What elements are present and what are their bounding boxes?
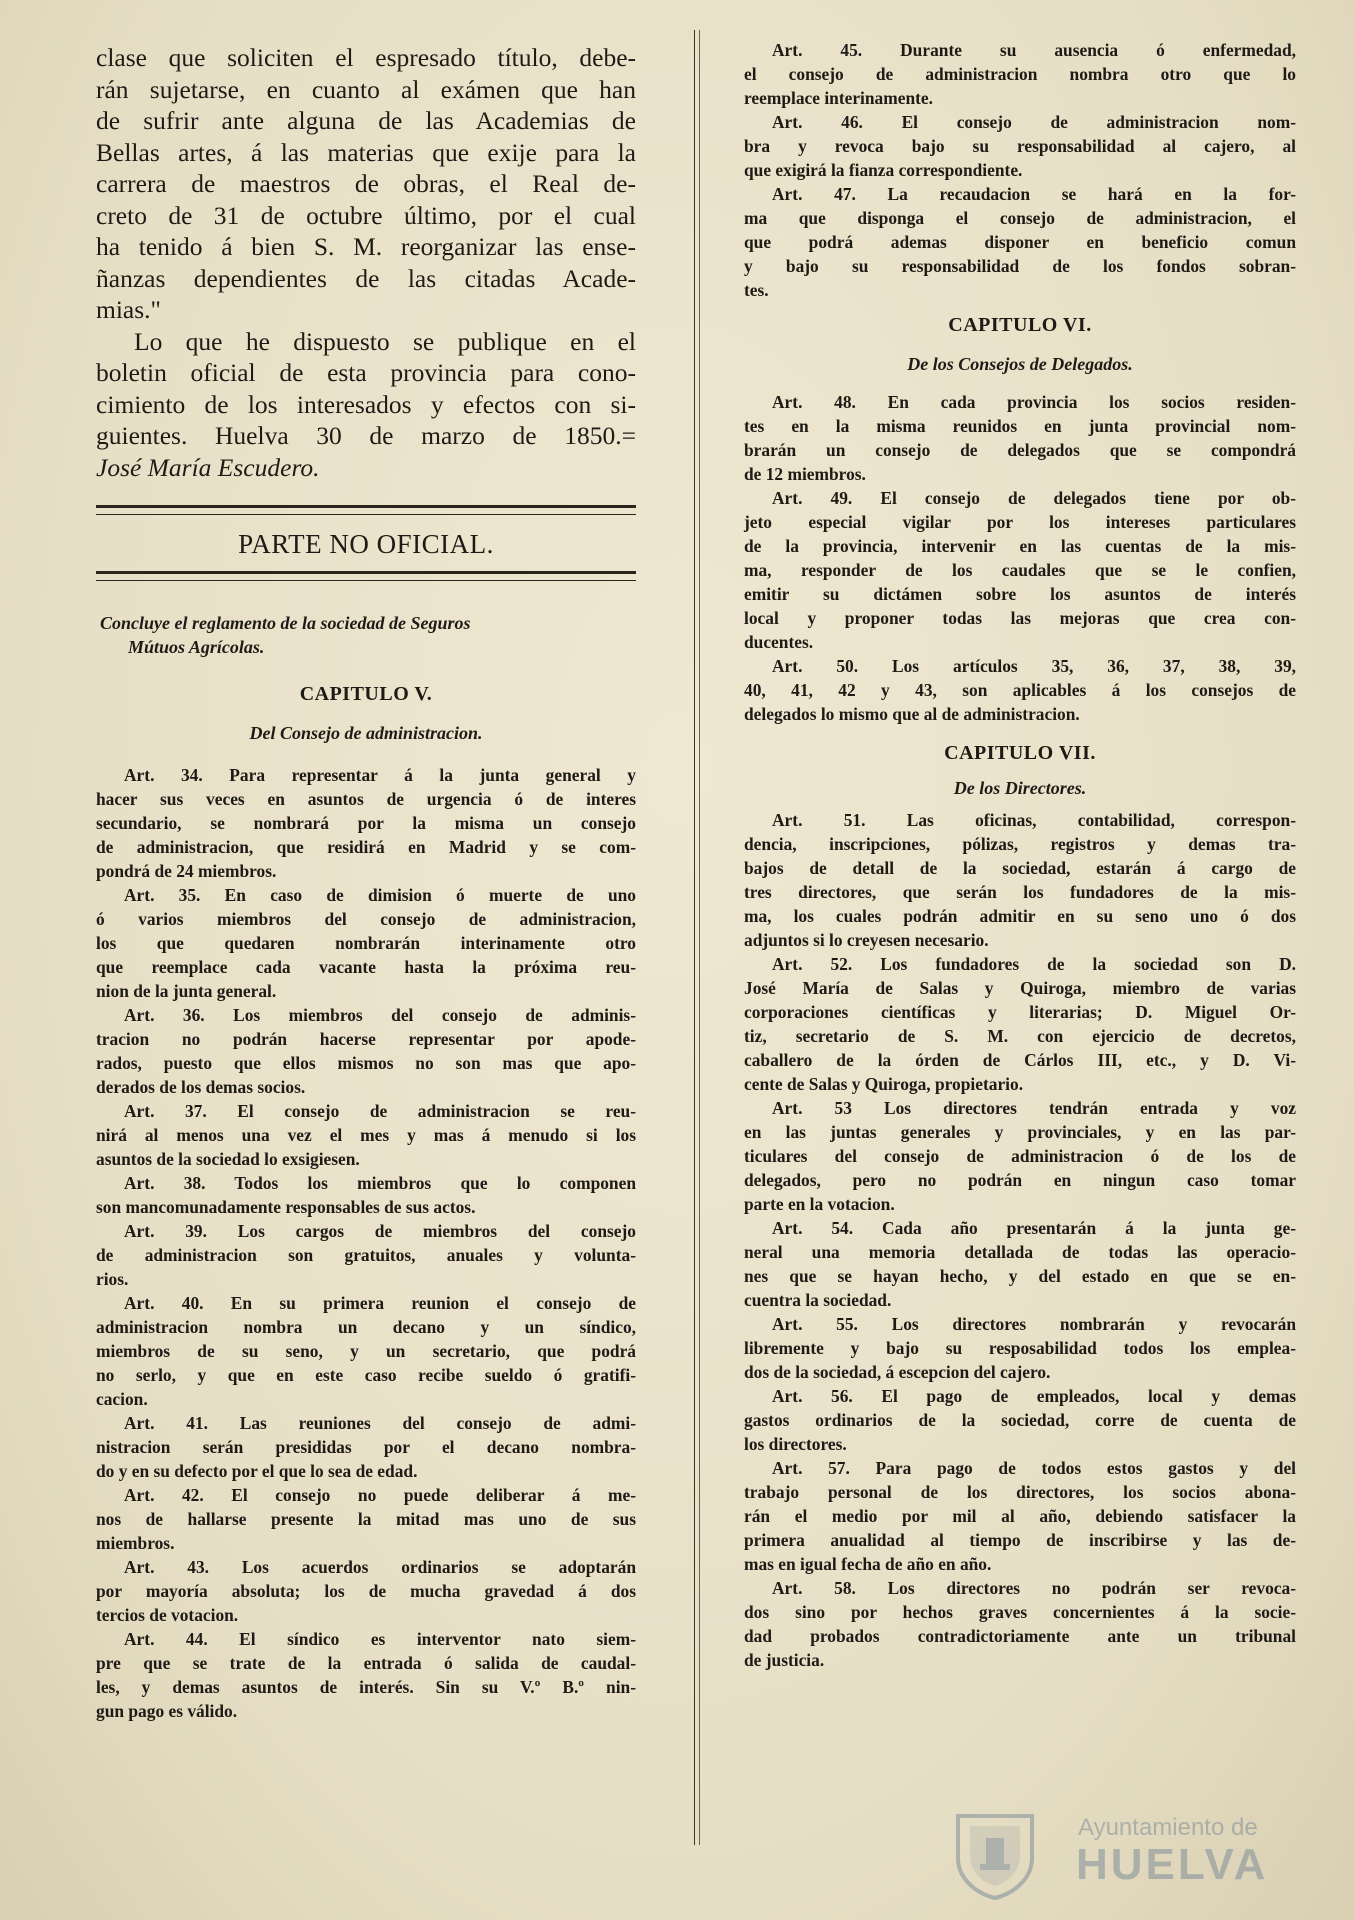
regulation-intro	[100, 611, 636, 659]
article-heading-line: Art. 44. El síndico es interventor nato siem-	[124, 1629, 636, 1649]
article-line: do y en su defecto por el que lo sea de edad.	[96, 1461, 418, 1481]
article-line: tiz, secretario de S. M. con ejercicio de decretos,	[744, 1026, 1296, 1046]
article-heading-line: Art. 46. El consejo de administracion nom-	[772, 112, 1296, 132]
article-line: cente de Salas y Quiroga, propietario.	[744, 1074, 1024, 1094]
article-line: en las juntas generales y provinciales, y en las par-	[744, 1122, 1296, 1142]
article	[744, 110, 1296, 182]
article	[744, 486, 1296, 654]
article	[96, 1171, 636, 1219]
article-line: José María de Salas y Quiroga, miembro de varias	[744, 978, 1296, 998]
article-line: nion de la junta general.	[96, 981, 277, 1001]
chapter-subtitle: De los Directores.	[953, 778, 1087, 798]
article	[96, 763, 636, 883]
article-list	[96, 763, 636, 1723]
decree-continuation	[96, 42, 636, 483]
article-list	[744, 808, 1296, 1672]
article-line: rados, puesto que ellos mismos no son mas que apo-	[96, 1053, 636, 1073]
article-line: libremente y bajo su resposabilidad todos los emplea-	[744, 1338, 1296, 1358]
article-line: cacion.	[96, 1389, 148, 1409]
article-heading-line: Art. 41. Las reuniones del consejo de admi-	[124, 1413, 636, 1433]
article-line: adjuntos si lo creyesen necesario.	[744, 930, 989, 950]
watermark-line1: Ayuntamiento de	[1078, 1814, 1258, 1841]
chapter-subtitle: Del Consejo de administracion.	[249, 723, 483, 743]
article-line: nes que se hayan hecho, y del estado en que se en-	[744, 1266, 1296, 1286]
text-line: rán sujetarse, en cuanto al exámen que han	[96, 74, 636, 104]
right-column	[744, 38, 1296, 1672]
text-line: boletin oficial de esta provincia para cono-	[96, 358, 636, 387]
article-heading-line: Art. 49. El consejo de delegados tiene por ob-	[772, 488, 1296, 508]
article-line: brarán un consejo de delegados que se compondrá	[744, 440, 1296, 460]
article-line: nos de hallarse presente la mitad mas uno de sus	[96, 1509, 636, 1529]
city-shield-icon	[950, 1810, 1040, 1900]
article-line: de administracion son gratuitos, anuales y volunta-	[96, 1245, 636, 1265]
text-line: cimiento de los interesados y efectos con si-	[96, 389, 636, 419]
article-line: de 12 miembros.	[744, 464, 866, 484]
article-line: ticulares del consejo de administracion ó de los de	[744, 1146, 1296, 1166]
article-line: cuentra la sociedad.	[744, 1290, 892, 1310]
article-line: jeto especial vigilar por los intereses particulares	[744, 512, 1296, 532]
article-heading-line: Art. 48. En cada provincia los socios residen-	[772, 392, 1296, 412]
article-line: los que quedaren nombrarán interinamente otro	[96, 933, 636, 953]
text-line: Bellas artes, á las materias que exije para la	[96, 137, 636, 167]
article	[96, 1003, 636, 1099]
article-line: parte en la votacion.	[744, 1194, 895, 1214]
article-line: que podrá ademas disponer en beneficio comun	[744, 232, 1296, 252]
article-line: no serlo, y que en este caso recibe sueldo ó gratifi-	[96, 1365, 636, 1385]
article-heading-line: Art. 58. Los directores no podrán ser revoca-	[772, 1578, 1296, 1598]
chapter-title: CAPITULO V.	[299, 683, 433, 705]
archive-watermark	[950, 1810, 1290, 1900]
text-line: creto de 31 de octubre último, por el cual	[96, 200, 636, 230]
article-line: asuntos de la sociedad lo exsigiesen.	[96, 1149, 360, 1169]
article-line: les, y demas asuntos de interés. Sin su V.º B.º nin-	[96, 1677, 636, 1697]
article-line: 40, 41, 42 y 43, son aplicables á los consejos de	[744, 680, 1296, 700]
article-line: el consejo de administracion nombra otro que lo	[744, 64, 1296, 84]
article-line: los directores.	[744, 1434, 847, 1454]
text-line: guientes. Huelva 30 de marzo de 1850.=	[96, 421, 636, 450]
article-line: miembros.	[96, 1533, 175, 1553]
article-line: tes.	[744, 280, 769, 300]
article-line: que reemplace cada vacante hasta la próxima reu-	[96, 957, 636, 977]
article	[96, 1483, 636, 1555]
article-heading-line: Art. 38. Todos los miembros que lo componen	[124, 1173, 636, 1193]
article	[744, 38, 1296, 110]
article	[744, 1312, 1296, 1384]
article	[744, 1096, 1296, 1216]
article-line: tercios de votacion.	[96, 1605, 239, 1625]
article-line: pondrá de 24 miembros.	[96, 861, 277, 881]
article	[744, 654, 1296, 726]
article-heading-line: Art. 45. Durante su ausencia ó enfermedad,	[772, 40, 1296, 60]
text-line: clase que soliciten el espresado título, debe-	[96, 43, 636, 72]
article-line: rios.	[96, 1269, 129, 1289]
article	[96, 1291, 636, 1411]
article-line: dos de la sociedad, á escepcion del cajero.	[744, 1362, 1051, 1382]
article	[744, 1216, 1296, 1312]
article	[744, 808, 1296, 952]
article-heading-line: Art. 56. El pago de empleados, local y demas	[772, 1386, 1296, 1406]
article-line: ó varios miembros del consejo de administracion,	[96, 909, 636, 929]
article-line: tes en la misma reunidos en junta provincial nom-	[744, 416, 1296, 436]
text-line: ñanzas dependientes de las citadas Acade-	[96, 263, 636, 293]
article-line: pre que se trate de la entrada ó salida de caudal-	[96, 1653, 636, 1673]
article-heading-line: Art. 47. La recaudacion se hará en la for-	[772, 184, 1296, 204]
article-line: dos sino por hechos graves concernientes á la socie-	[744, 1602, 1296, 1622]
article-line: trabajo personal de los directores, los socios abona-	[744, 1482, 1296, 1502]
article-heading-line: Art. 34. Para representar á la junta general y	[124, 765, 636, 785]
article-heading-line: Art. 37. El consejo de administracion se reu-	[124, 1101, 636, 1121]
article-heading-line: Art. 40. En su primera reunion el consejo de	[124, 1293, 636, 1313]
article-line: secundario, se nombrará por la misma un consejo	[96, 813, 636, 833]
article	[744, 1384, 1296, 1456]
signature: José María Escudero.	[96, 452, 320, 482]
article-line: que exigirá la fianza correspondiente.	[744, 160, 1023, 180]
article-line: local y proponer todas las mejoras que crea con-	[744, 608, 1296, 628]
article-line: tres directores, que serán los fundadores de la mis-	[744, 882, 1296, 902]
column-divider-secondary	[699, 30, 700, 1845]
article-line: bajos de detall de la sociedad, estarán á cargo de	[744, 858, 1296, 878]
article-heading-line: Art. 39. Los cargos de miembros del consejo	[124, 1221, 636, 1241]
article-line: nirá al menos una vez el mes y mas á menudo si los	[96, 1125, 636, 1145]
article-line: miembros de su seno, y un secretario, que podrá	[96, 1341, 636, 1361]
article-line: dencia, inscripciones, pólizas, registros y demas tra-	[744, 834, 1296, 854]
article-heading-line: Art. 53 Los directores tendrán entrada y voz	[772, 1098, 1296, 1118]
article-line: delegados lo mismo que al de administracion.	[744, 704, 1080, 724]
chapter-title: CAPITULO VI.	[948, 314, 1092, 336]
article	[744, 952, 1296, 1096]
left-column	[96, 42, 636, 1723]
article-heading-line: Art. 43. Los acuerdos ordinarios se adoptarán	[124, 1557, 636, 1577]
article-line: mas en igual fecha de año en año.	[744, 1554, 992, 1574]
article-line: son mancomunadamente responsables de sus actos.	[96, 1197, 476, 1217]
article-line: por mayoría absoluta; los de mucha gravedad á dos	[96, 1581, 636, 1601]
section-rule-bottom	[96, 571, 636, 581]
article-list	[744, 38, 1296, 302]
article-line: derados de los demas socios.	[96, 1077, 306, 1097]
article	[744, 390, 1296, 486]
intro-line: Mútuos Agrícolas.	[128, 637, 265, 657]
article-heading-line: Art. 57. Para pago de todos estos gastos y del	[772, 1458, 1296, 1478]
article-heading-line: Art. 52. Los fundadores de la sociedad son D.	[772, 954, 1296, 974]
article	[744, 182, 1296, 302]
text-line: ha tenido á bien S. M. reorganizar las ense-	[96, 232, 636, 261]
article	[96, 1555, 636, 1627]
section-title: PARTE NO OFICIAL.	[238, 529, 494, 559]
article	[96, 1219, 636, 1291]
article-line: neral una memoria detallada de todas las operacio-	[744, 1242, 1296, 1262]
intro-line: Concluye el reglamento de la sociedad de Seguros	[100, 613, 471, 633]
article-line: gastos ordinarios de la sociedad, corre de cuenta de	[744, 1410, 1296, 1430]
article-line: rán el medio por mil al año, debiendo satisfacer la	[744, 1506, 1296, 1526]
article	[96, 1627, 636, 1723]
article-list	[744, 390, 1296, 726]
article-line: bra y revoca bajo su responsabilidad al cajero, al	[744, 136, 1296, 156]
article-heading-line: Art. 36. Los miembros del consejo de adminis-	[124, 1005, 636, 1025]
article-line: hacer sus veces en asuntos de urgencia ó de interes	[96, 789, 636, 809]
text-line: Lo que he dispuesto se publique en el	[134, 326, 636, 356]
article-line: de justicia.	[744, 1650, 825, 1670]
article	[96, 883, 636, 1003]
article-heading-line: Art. 55. Los directores nombrarán y revocarán	[772, 1314, 1296, 1334]
article	[96, 1099, 636, 1171]
article-line: ma, los cuales podrán admitir en su seno uno ó dos	[744, 906, 1296, 926]
article-line: tracion no podrán hacerse representar por apode-	[96, 1029, 636, 1049]
text-line: carrera de maestros de obras, el Real de-	[96, 169, 636, 198]
article-line: nistracion serán presididas por el decano nombra-	[96, 1437, 636, 1457]
article-line: de la provincia, intervenir en las cuentas de la mis-	[744, 536, 1296, 556]
section-rule-top	[96, 505, 636, 515]
article-line: y bajo su responsabilidad de los fondos sobran-	[744, 256, 1296, 276]
article-heading-line: Art. 50. Los artículos 35, 36, 37, 38, 39,	[772, 656, 1296, 676]
text-line: de sufrir ante alguna de las Academias de	[96, 106, 636, 135]
chapter-title: CAPITULO VII.	[944, 742, 1096, 764]
article-line: corporaciones científicas y literarias; D. Miguel Or-	[744, 1002, 1296, 1022]
article-line: gun pago es válido.	[96, 1701, 238, 1721]
article-heading-line: Art. 35. En caso de dimision ó muerte de uno	[124, 885, 636, 905]
article-heading-line: Art. 42. El consejo no puede deliberar á me-	[124, 1485, 636, 1505]
article-line: ma que disponga el consejo de administracion, el	[744, 208, 1296, 228]
article-line: administracion nombra un decano y un síndico,	[96, 1317, 636, 1337]
article-heading-line: Art. 51. Las oficinas, contabilidad, correspon-	[772, 810, 1296, 830]
chapter-subtitle: De los Consejos de Delegados.	[907, 354, 1133, 374]
article-line: dad probados contradictoriamente ante un tribunal	[744, 1626, 1296, 1646]
article-line: caballero de la órden de Cárlos III, etc., y D. Vi-	[744, 1050, 1296, 1070]
article	[744, 1456, 1296, 1576]
article-line: de administracion, que residirá en Madrid y se com-	[96, 837, 636, 857]
watermark-line2: HUELVA	[1076, 1840, 1269, 1889]
article-line: ma, responder de los caudales que se le confien,	[744, 560, 1296, 580]
text-line: mias."	[96, 295, 161, 324]
article	[96, 1411, 636, 1483]
article-line: ducentes.	[744, 632, 814, 652]
article-heading-line: Art. 54. Cada año presentarán á la junta ge-	[772, 1218, 1296, 1238]
article-line: emitir su dictámen sobre los asuntos de interés	[744, 584, 1296, 604]
article	[744, 1576, 1296, 1672]
column-divider	[694, 30, 695, 1845]
article-line: reemplace interinamente.	[744, 88, 933, 108]
article-line: primera anualidad al tiempo de inscribirse y las de-	[744, 1530, 1296, 1550]
article-line: delegados, pero no podrán en ningun caso tomar	[744, 1170, 1296, 1190]
